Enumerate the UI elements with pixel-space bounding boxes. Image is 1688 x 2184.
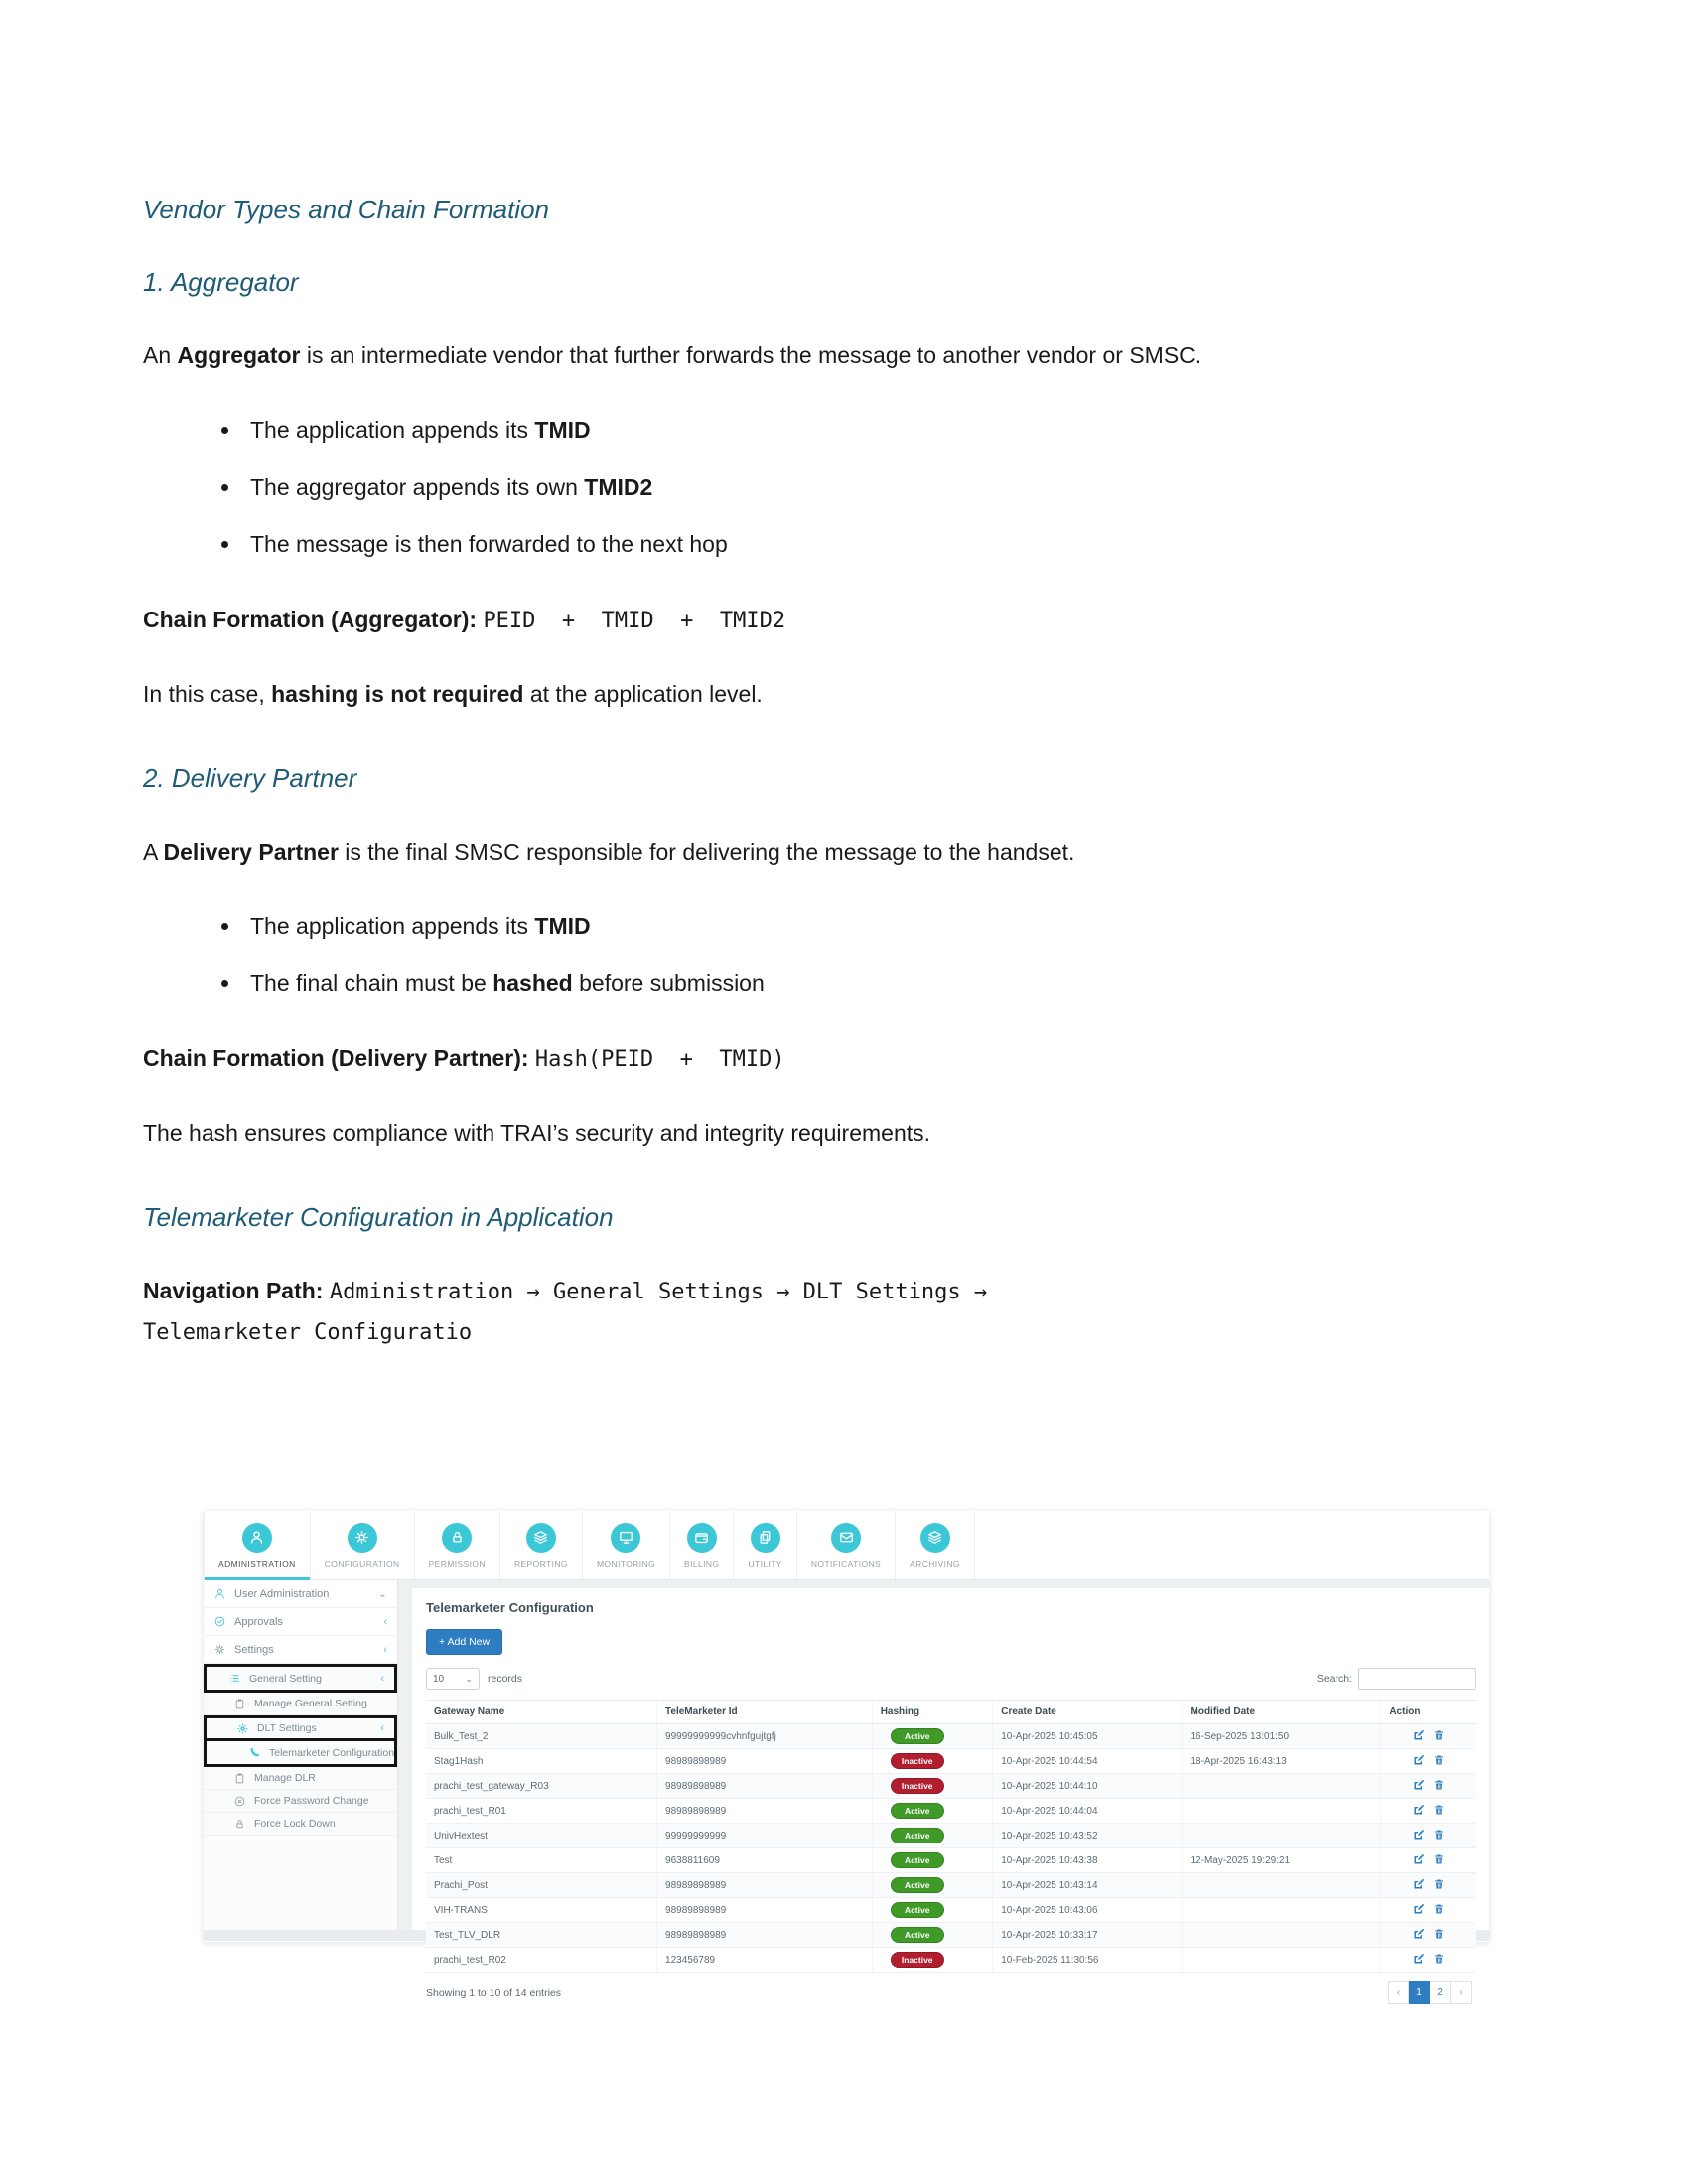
paragraph-aggregator: An Aggregator is an intermediate vendor that further forwards the message to another vendor or SMSC. [143, 342, 1202, 368]
create-date-cell: 10-Apr-2025 10:44:04 [993, 1799, 1182, 1824]
list-item: • The application appends its TMID [242, 410, 1545, 451]
pagination [1388, 1981, 1472, 2004]
edit-icon[interactable] [1413, 1903, 1425, 1915]
caret-down-icon: ⌄ [465, 1673, 473, 1684]
column-header: Modified Date [1182, 1701, 1381, 1724]
tab-permission[interactable]: PERMISSION [415, 1511, 500, 1579]
gear-icon [213, 1643, 226, 1656]
table-row [426, 1873, 1476, 1898]
edit-icon[interactable] [1413, 1729, 1425, 1741]
lock-icon [442, 1523, 472, 1553]
hashing-cell [872, 1724, 993, 1749]
create-date-cell: 10-Apr-2025 10:44:54 [993, 1749, 1182, 1774]
hashing-cell [872, 1873, 993, 1898]
tab-notifications[interactable]: NOTIFICATIONS [797, 1511, 896, 1579]
records-select[interactable]: 10 ⌄ [426, 1668, 480, 1690]
edit-icon[interactable] [1413, 1953, 1425, 1965]
table-row [426, 1898, 1476, 1923]
sidebar-item-settings[interactable]: Settings ‹ [204, 1636, 397, 1664]
table-row [426, 1848, 1476, 1873]
content-card [412, 1588, 1489, 1999]
status-badge: Active [891, 1902, 944, 1918]
telemarketer-id-cell: 9638811609 [657, 1848, 873, 1873]
paragraph-hashing-note: In this case, hashing is not required at the application level. [143, 681, 763, 708]
add-new-button[interactable]: + Add New [426, 1629, 502, 1655]
delete-icon[interactable] [1433, 1829, 1445, 1841]
hashing-cell [872, 1898, 993, 1923]
tab-administration[interactable]: ADMINISTRATION [204, 1511, 311, 1579]
telemarketer-id-cell: 98989898989 [657, 1799, 873, 1824]
hashing-cell [872, 1948, 993, 1973]
action-cell [1381, 1724, 1476, 1749]
delete-icon[interactable] [1433, 1804, 1445, 1816]
create-date-cell: 10-Apr-2025 10:43:06 [993, 1898, 1182, 1923]
create-date-cell: 10-Feb-2025 11:30:56 [993, 1948, 1182, 1973]
status-badge: Inactive [891, 1753, 944, 1769]
modified-date-cell [1182, 1923, 1381, 1948]
page-1-button[interactable]: 1 [1409, 1981, 1430, 2004]
stack-icon [920, 1523, 950, 1553]
tab-configuration[interactable]: CONFIGURATION [311, 1511, 415, 1579]
paragraph-trai: The hash ensures compliance with TRAI’s security and integrity requirements. [143, 1120, 931, 1147]
telemarketer-id-cell: 98989898989 [657, 1873, 873, 1898]
delete-icon[interactable] [1433, 1779, 1445, 1791]
edit-icon[interactable] [1413, 1754, 1425, 1766]
gear-icon [348, 1523, 377, 1553]
heading-aggregator: 1. Aggregator [143, 267, 299, 297]
chevron-left-icon: ‹ [383, 1643, 387, 1656]
hashing-cell [872, 1749, 993, 1774]
tab-reporting[interactable]: REPORTING [500, 1511, 583, 1579]
telemarketer-id-cell: 98989898989 [657, 1774, 873, 1799]
clipboard-icon [233, 1698, 246, 1710]
layers-icon [526, 1523, 556, 1553]
top-nav [204, 1511, 1489, 1580]
chevron-left-icon: ‹ [383, 1615, 387, 1628]
edit-icon[interactable] [1413, 1928, 1425, 1940]
page-2-button[interactable]: 2 [1430, 1981, 1451, 2004]
gateway-name-cell: Bulk_Test_2 [426, 1724, 657, 1749]
telemarketer-id-cell: 99999999999 [657, 1824, 873, 1848]
create-date-cell: 10-Apr-2025 10:33:17 [993, 1923, 1182, 1948]
sidebar [204, 1580, 398, 1930]
telemarketer-id-cell: 99999999999cvhnfgujtgfj [657, 1724, 873, 1749]
page-next-button[interactable]: › [1451, 1981, 1472, 2004]
navigation-path: Navigation Path: Administration → General Settings → DLT Settings → Telemarketer Configuratio [143, 1277, 988, 1346]
sidebar-item-user-administration[interactable]: User Administration ⌄ [204, 1580, 397, 1608]
app-screenshot [204, 1511, 1489, 1999]
clipboard-icon [233, 1772, 246, 1785]
gateway-name-cell: prachi_test_R01 [426, 1799, 657, 1824]
column-header: TeleMarketer Id [657, 1701, 873, 1724]
modified-date-cell: 18-Apr-2025 16:43:13 [1182, 1749, 1381, 1774]
check-circle-icon [213, 1615, 226, 1628]
gear-solid-icon [236, 1722, 249, 1735]
modified-date-cell [1182, 1948, 1381, 1973]
gateway-name-cell: prachi_test_R02 [426, 1948, 657, 1973]
list-item: • The application appends its TMID [242, 906, 1545, 947]
sidebar-item-general-setting[interactable]: General Setting ‹ [207, 1667, 394, 1690]
delete-icon[interactable] [1433, 1878, 1445, 1890]
sidebar-item-force-lock-down[interactable]: Force Lock Down [204, 1813, 397, 1836]
status-badge: Inactive [891, 1952, 944, 1968]
lock-icon [233, 1818, 246, 1831]
modified-date-cell [1182, 1898, 1381, 1923]
action-cell [1381, 1774, 1476, 1799]
list-item: • The final chain must be hashed before submission [242, 963, 1545, 1004]
list-icon [228, 1672, 241, 1685]
action-cell [1381, 1948, 1476, 1973]
delete-icon[interactable] [1433, 1853, 1445, 1865]
delete-icon[interactable] [1433, 1928, 1445, 1940]
status-badge: Active [891, 1927, 944, 1943]
tab-utility[interactable]: UTILITY [734, 1511, 796, 1579]
heading-telemarketer-config: Telemarketer Configuration in Application [143, 1201, 614, 1232]
envelope-icon [831, 1523, 861, 1553]
action-cell [1381, 1898, 1476, 1923]
hashing-cell [872, 1824, 993, 1848]
bullet-list-aggregator [143, 410, 1545, 565]
user-icon [242, 1523, 272, 1553]
page-prev-button[interactable]: ‹ [1388, 1981, 1409, 2004]
chevron-left-icon: ‹ [380, 1722, 384, 1734]
tab-monitoring[interactable]: MONITORING [583, 1511, 670, 1579]
annotation-box-general-setting [204, 1664, 397, 1693]
hashing-cell [872, 1848, 993, 1873]
modified-date-cell [1182, 1824, 1381, 1848]
gateway-name-cell: UnivHextest [426, 1824, 657, 1848]
telemarketer-id-cell: 123456789 [657, 1948, 873, 1973]
hashing-cell [872, 1799, 993, 1824]
heading-delivery-partner: 2. Delivery Partner [143, 762, 357, 793]
gateway-name-cell: Prachi_Post [426, 1873, 657, 1898]
create-date-cell: 10-Apr-2025 10:43:38 [993, 1848, 1182, 1873]
sidebar-item-force-password-change[interactable]: Force Password Change [204, 1790, 397, 1813]
delete-icon[interactable] [1433, 1953, 1445, 1965]
column-header: Action [1381, 1701, 1476, 1724]
modified-date-cell: 16-Sep-2025 13:01:50 [1182, 1724, 1381, 1749]
user-icon [213, 1587, 226, 1600]
action-cell [1381, 1799, 1476, 1824]
chevron-left-icon: ‹ [380, 1672, 384, 1685]
action-cell [1381, 1923, 1476, 1948]
modified-date-cell [1182, 1799, 1381, 1824]
table-row [426, 1948, 1476, 1973]
create-date-cell: 10-Apr-2025 10:43:52 [993, 1824, 1182, 1848]
showing-entries-text: Showing 1 to 10 of 14 entries [426, 1986, 562, 1999]
main-content [398, 1580, 1489, 1999]
x-circle-icon [233, 1795, 246, 1808]
telemarketer-id-cell: 98989898989 [657, 1898, 873, 1923]
sidebar-item-dlt-settings[interactable]: DLT Settings ‹ [207, 1718, 394, 1741]
delete-icon[interactable] [1433, 1754, 1445, 1766]
sidebar-item-telemarketer-configuration[interactable]: Telemarketer Configuration [207, 1741, 394, 1764]
create-date-cell: 10-Apr-2025 10:45:05 [993, 1724, 1182, 1749]
gateway-name-cell: Test_TLV_DLR [426, 1923, 657, 1948]
table-row [426, 1724, 1476, 1749]
table-controls [426, 1668, 1476, 1690]
action-cell [1381, 1824, 1476, 1848]
list-item: • The aggregator appends its own TMID2 [242, 468, 1545, 508]
status-badge: Active [891, 1728, 944, 1744]
search-input[interactable] [1358, 1668, 1476, 1690]
status-badge: Active [891, 1852, 944, 1868]
edit-icon[interactable] [1413, 1853, 1425, 1865]
delete-icon[interactable] [1433, 1903, 1445, 1915]
bullet-list-delivery [143, 906, 1545, 1005]
gateway-name-cell: VIH-TRANS [426, 1898, 657, 1923]
sidebar-item-approvals[interactable]: Approvals ‹ [204, 1608, 397, 1636]
tab-archiving[interactable]: ARCHIVING [896, 1511, 975, 1579]
create-date-cell: 10-Apr-2025 10:43:14 [993, 1873, 1182, 1898]
table-row [426, 1799, 1476, 1824]
status-badge: Active [891, 1828, 944, 1843]
modified-date-cell [1182, 1774, 1381, 1799]
status-badge: Active [891, 1803, 944, 1819]
status-badge: Inactive [891, 1778, 944, 1794]
action-cell [1381, 1749, 1476, 1774]
gateway-name-cell: Test [426, 1848, 657, 1873]
delete-icon[interactable] [1433, 1729, 1445, 1741]
chevron-down-icon: ⌄ [377, 1588, 387, 1600]
phone-icon [248, 1746, 261, 1759]
create-date-cell: 10-Apr-2025 10:44:10 [993, 1774, 1182, 1799]
edit-icon[interactable] [1413, 1779, 1425, 1791]
search-label: Search: [1316, 1673, 1352, 1685]
telemarketer-id-cell: 98989898989 [657, 1749, 873, 1774]
monitor-icon [611, 1523, 640, 1553]
paragraph-delivery: A Delivery Partner is the final SMSC responsible for delivering the message to the handset. [143, 838, 1075, 865]
chain-formation-delivery: Chain Formation (Delivery Partner): Hash(PEID + TMID) [143, 1044, 785, 1072]
modified-date-cell [1182, 1873, 1381, 1898]
table-row [426, 1774, 1476, 1799]
action-cell [1381, 1848, 1476, 1873]
sidebar-item-manage-general-setting[interactable]: Manage General Setting [204, 1693, 397, 1715]
modified-date-cell: 12-May-2025 19:29:21 [1182, 1848, 1381, 1873]
status-badge: Active [891, 1877, 944, 1893]
list-item: • The message is then forwarded to the next hop [242, 524, 1545, 565]
hashing-cell [872, 1923, 993, 1948]
wallet-icon [687, 1523, 717, 1553]
heading-vendor-types: Vendor Types and Chain Formation [143, 195, 549, 224]
table-row [426, 1749, 1476, 1774]
column-header: Gateway Name [426, 1701, 657, 1724]
table-footer [426, 1981, 1476, 2004]
telemarketer-table [426, 1700, 1476, 1973]
hashing-cell [872, 1774, 993, 1799]
pages-icon [751, 1523, 780, 1553]
table-header-row [426, 1701, 1476, 1724]
page-title: Telemarketer Configuration [426, 1600, 594, 1615]
edit-icon[interactable] [1413, 1878, 1425, 1890]
gateway-name-cell: prachi_test_gateway_R03 [426, 1774, 657, 1799]
column-header: Create Date [993, 1701, 1182, 1724]
action-cell [1381, 1873, 1476, 1898]
edit-icon[interactable] [1413, 1804, 1425, 1816]
sidebar-item-manage-dlr[interactable]: Manage DLR [204, 1767, 397, 1790]
records-label: records [488, 1673, 523, 1685]
table-row [426, 1923, 1476, 1948]
gateway-name-cell: Stag1Hash [426, 1749, 657, 1774]
table-row [426, 1824, 1476, 1848]
edit-icon[interactable] [1413, 1829, 1425, 1841]
annotation-box-dlt-settings [204, 1715, 397, 1767]
tab-billing[interactable]: BILLING [670, 1511, 734, 1579]
telemarketer-id-cell: 98989898989 [657, 1923, 873, 1948]
column-header: Hashing [872, 1701, 993, 1724]
chain-formation-aggregator: Chain Formation (Aggregator): PEID + TMID + TMID2 [143, 606, 786, 633]
